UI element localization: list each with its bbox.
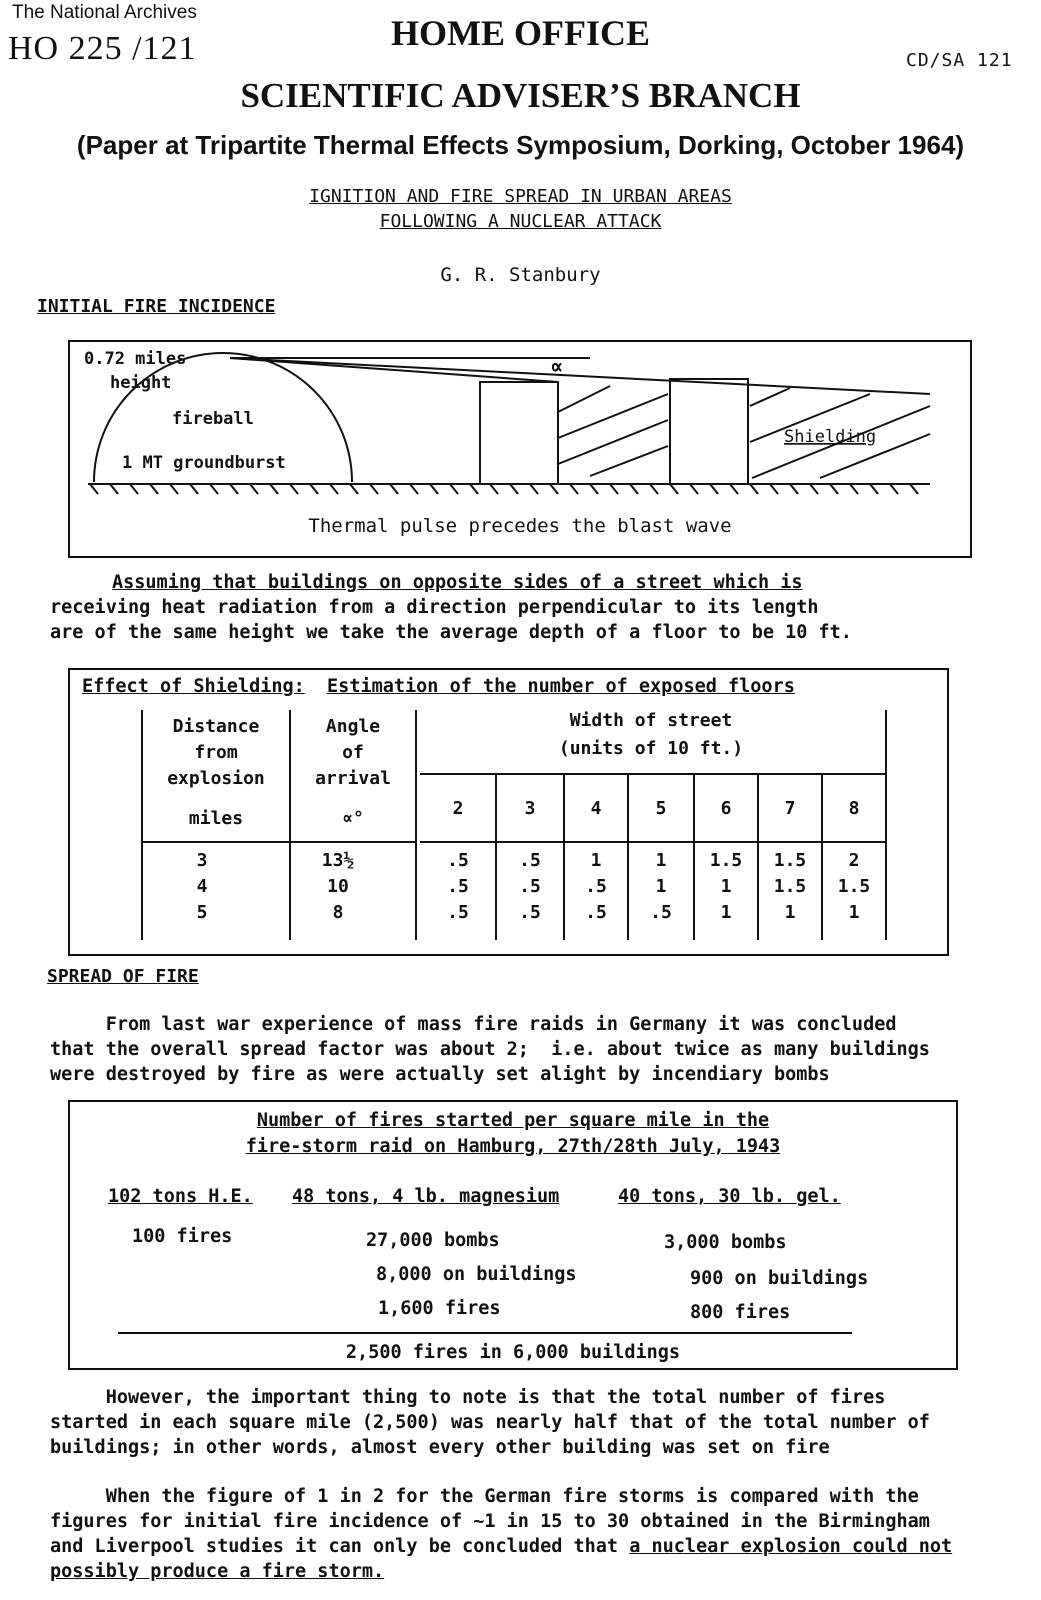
hamburg-title-line-1: Number of fires started per square mile in the [256,1110,770,1131]
he-fires: 100 fires [132,1226,233,1247]
shielding-label: Shielding [784,427,877,447]
gel-fires: 800 fires [690,1302,791,1323]
header-angle: ∝° [342,808,364,829]
section-heading-initial-fire: INITIAL FIRE INCIDENCE [37,296,276,317]
exposed-floors-cell: .5 [585,902,607,923]
paper-subtitle: (Paper at Tripartite Thermal Effects Symposium, Dorking, October 1964) [76,130,965,160]
angle-symbol: ∝ [550,355,564,380]
header-angle: of [342,742,364,763]
exposed-floors-cell: 1 [720,902,732,923]
row-angle: 10 [327,876,349,897]
header-distance: explosion [167,768,265,789]
row-angle: 8 [332,902,344,923]
paragraph-line: were destroyed by fire as were actually set alight by incendiary bombs [50,1064,830,1085]
fireball-label: fireball [172,409,254,429]
ray-line-1 [230,358,558,382]
exposed-floors-cell: .5 [585,876,607,897]
building-1 [480,382,558,484]
row-distance: 5 [196,902,208,923]
assumption-paragraph [50,570,1030,645]
building-2 [670,379,748,484]
total-fires: 2,500 fires in 6,000 buildings [345,1342,681,1363]
paragraph-line: are of the same height we take the average depth of a floor to be 10 ft. [50,622,852,643]
hamburg-fire-table [68,1100,958,1370]
gel-bombs: 3,000 bombs [664,1232,787,1253]
width-value: 3 [524,798,536,819]
total-divider [118,1332,852,1334]
header-distance: Distance [172,716,260,737]
exposed-floors-cell: .5 [519,876,541,897]
height-label-2: height [110,373,172,393]
magnesium-on-buildings: 8,000 on buildings [376,1264,577,1285]
exposed-floors-cell: .5 [447,876,469,897]
magnesium-fires: 1,600 fires [378,1298,501,1319]
document-reference: HO 225 /121 [8,30,197,67]
branch-title: SCIENTIFIC ADVISER’S BRANCH [240,76,801,115]
paper-title-line-2: FOLLOWING A NUCLEAR ATTACK [379,211,662,232]
archive-label: The National Archives [12,2,197,23]
width-value: 4 [590,798,602,819]
width-value: 2 [452,798,464,819]
exposed-floors-cell: 1 [590,850,602,871]
paragraph-line: receiving heat radiation from a direction perpendicular to its length [50,597,819,618]
exposed-floors-cell: 1.5 [773,876,807,897]
exposed-floors-cell: .5 [447,902,469,923]
exposed-floors-cell: 1.5 [837,876,871,897]
header-distance: from [194,742,238,763]
width-value: 6 [720,798,732,819]
exposed-floors-cell: 1 [720,876,732,897]
exposed-floors-cell: .5 [650,902,672,923]
header-angle: Angle [325,716,381,737]
conclusion-paragraph [50,1484,1030,1584]
exposed-floors-cell: 1.5 [709,850,743,871]
width-value: 7 [784,798,796,819]
paragraph-line: Assuming that buildings on opposite sides of a street which is [112,572,803,593]
header-width: Width of street [569,710,733,731]
spread-paragraph [50,1012,1030,1087]
paragraph-line: From last war experience of mass fire raids in Germany it was concluded [50,1014,897,1035]
ground-hatching [90,484,918,494]
row-distance: 3 [196,850,208,871]
shielding-table [68,668,949,956]
paragraph-line: However, the important thing to note is that the total number of fires [50,1387,886,1408]
hamburg-title-line-2: fire-storm raid on Hamburg, 27th/28th July, 1943 [245,1136,781,1157]
exposed-floors-cell: 1 [655,876,667,897]
ray-line-2 [230,358,930,394]
col-head-gel: 40 tons, 30 lb. gel. [618,1186,841,1207]
table-title-rest: Estimation of the number of exposed floors [327,676,795,697]
exposed-floors-cell: 2 [848,850,860,871]
paragraph-line: started in each square mile (2,500) was nearly half that of the total number of [50,1412,930,1433]
conclusion-emphasis-1: a nuclear explosion could not [629,1536,953,1557]
fire-diagram [68,340,972,558]
exposed-floors-cell: .5 [519,850,541,871]
department-title: HOME OFFICE [391,13,650,53]
header-angle: arrival [315,768,391,789]
shielding-hatch-1 [558,386,668,476]
exposed-floors-cell: 1.5 [773,850,807,871]
conclusion-emphasis-2: possibly produce a fire storm. [50,1561,385,1582]
col-head-magnesium: 48 tons, 4 lb. magnesium [292,1186,560,1207]
gel-on-buildings: 900 on buildings [690,1268,869,1289]
exposed-floors-cell: 1 [848,902,860,923]
col-head-he: 102 tons H.E. [108,1186,253,1207]
table-title-prefix: Effect of Shielding: [82,676,305,697]
width-value: 5 [655,798,667,819]
magnesium-bombs: 27,000 bombs [366,1230,500,1251]
paragraph-line: figures for initial fire incidence of ~1 in 15 to 30 obtained in the Birmingham [50,1511,930,1532]
importance-paragraph [50,1385,1030,1460]
paragraph-line: When the figure of 1 in 2 for the German fire storms is compared with the [50,1486,919,1507]
document-code: CD/SA 121 [906,50,1013,71]
section-heading-spread-of-fire: SPREAD OF FIRE [47,966,199,987]
author: G. R. Stanbury [440,264,601,286]
row-angle: 13½ [321,850,355,871]
groundburst-label: 1 MT groundburst [122,453,286,473]
paragraph-line: and Liverpool studies it can only be concluded that [50,1536,630,1557]
header-distance: miles [188,808,244,829]
exposed-floors-cell: .5 [519,902,541,923]
header-width-units: (units of 10 ft.) [558,738,744,759]
paper-title-line-1: IGNITION AND FIRE SPREAD IN URBAN AREAS [309,186,732,207]
exposed-floors-cell: 1 [784,902,796,923]
exposed-floors-cell: .5 [447,850,469,871]
exposed-floors-cell: 1 [655,850,667,871]
paragraph-line: buildings; in other words, almost every other building was set on fire [50,1437,830,1458]
row-distance: 4 [196,876,208,897]
diagram-caption: Thermal pulse precedes the blast wave [308,515,732,537]
height-label-1: 0.72 miles [84,349,187,369]
width-value: 8 [848,798,860,819]
paragraph-line: that the overall spread factor was about 2; i.e. about twice as many buildings [50,1039,930,1060]
